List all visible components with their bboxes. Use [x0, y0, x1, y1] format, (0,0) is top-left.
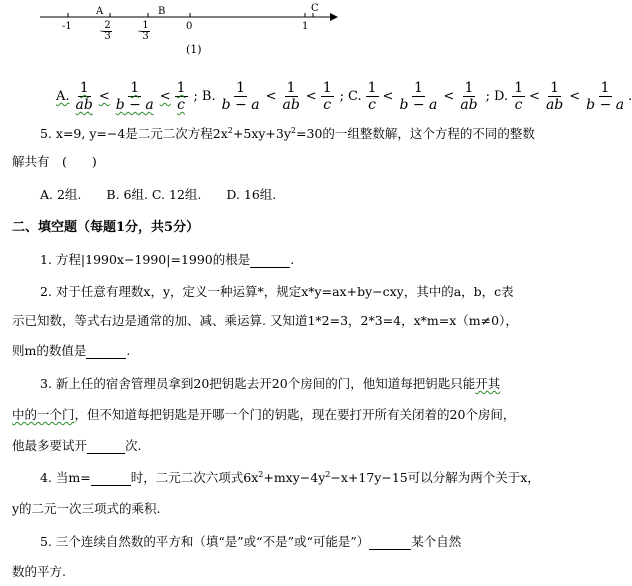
answer-blank-3[interactable]: [87, 439, 125, 454]
question-5-line-2: 解共有 ( ): [12, 154, 97, 169]
section-2-title: 二、填空题（每题1分，共5分）: [12, 220, 200, 235]
fill-question-4-line-2: y的二元一次三项式的乘积.: [12, 501, 161, 516]
point-label-a: A: [96, 6, 104, 17]
fill-question-3-line-2: 中的一个门，但不知道每把钥匙是开哪一个门的钥匙，现在要打开所有关闭着的20个房间，: [12, 407, 516, 422]
axis-label-one: 1: [302, 21, 309, 32]
fill-question-3-line-3: 他最多要试开 次.: [12, 438, 142, 453]
options-row: A. $\frac{1}{ab}$ < $\frac{1}{b - a}$ < $\frac{1}{c}$ ; B. $\frac{1}{b - a}$ < $\frac{1}{ab}$ < $\frac{1}{c}$ ; C. $\frac{1}{c}$ < $\frac{1}{b - a}$ < $\frac{1}{ab}$ ; D. $\frac{1}{c}$ < $\frac{1}{ab}$ < $\frac{1}{b - a}$ .: [56, 80, 632, 113]
axis-frac-minus-one-third: - 1 3: [138, 20, 149, 42]
question-5-line-1: 5. x=9, y=−4是二元二次方程$2x^2+5xy+3y^2=30$的一组整数解，这个方程的不同的整数: [40, 125, 535, 141]
fill-question-1: 1. 方程|1990x−1990|=1990的根是 .: [40, 252, 295, 267]
axis-frac-minus-two-thirds: - 2 3: [100, 20, 111, 42]
fill-question-4-line-1: 4. 当m= 时，二元二次六项式$6x^2+mxy-4y^2-x+17y-15$可以分解为两个关于x，: [40, 469, 540, 485]
question-5-choices: A. 2组. B. 6组. C. 12组. D. 16组.: [40, 187, 277, 202]
fill-question-3-line-1: 3. 新上任的宿舍管理员拿到20把钥匙去开20个房间的门，他知道每把钥匙只能开其: [40, 376, 501, 391]
answer-blank-2[interactable]: [86, 344, 126, 359]
point-label-b: B: [158, 6, 166, 17]
fill-question-2-line-1: 2. 对于任意有理数x，y，定义一种运算*，规定x*y=ax+by−cxy，其中的a，b，c表: [40, 284, 514, 299]
option-b: B. $\frac{1}{b - a}$ < $\frac{1}{ab}$ < $\frac{1}{c}$: [201, 80, 332, 113]
fill-question-2-line-3: 则m的数值是 .: [12, 343, 131, 358]
fill-question-2-line-2: 示已知数，等式右边是通常的加、减、乘运算. 又知道1*2=3，2*3=4，x*m=x（m≠0），: [12, 313, 518, 328]
axis-label-minus-one: -1: [62, 21, 72, 32]
point-label-c: C: [311, 3, 319, 14]
option-a: A. $\frac{1}{ab}$ < $\frac{1}{b - a}$ < $\frac{1}{c}$: [56, 80, 186, 113]
axis-label-zero: 0: [186, 21, 193, 32]
figure-caption: (1): [186, 43, 202, 56]
answer-blank-5[interactable]: [369, 535, 411, 550]
axis-arrow: [330, 13, 338, 21]
option-c: C. $\frac{1}{c}$ < $\frac{1}{b - a}$ < $\frac{1}{ab}$: [348, 80, 478, 113]
option-d: D. $\frac{1}{c}$ < $\frac{1}{ab}$ < $\frac{1}{b - a}$ .: [494, 80, 632, 113]
answer-blank-1[interactable]: [250, 253, 290, 268]
number-axis-figure: [0, 0, 570, 70]
fill-question-5-line-1: 5. 三个连续自然数的平方和（填“是”或“不是”或“可能是”） 某个自然: [40, 534, 462, 549]
answer-blank-4[interactable]: [91, 471, 131, 486]
fill-question-5-line-2: 数的平方.: [12, 564, 66, 579]
